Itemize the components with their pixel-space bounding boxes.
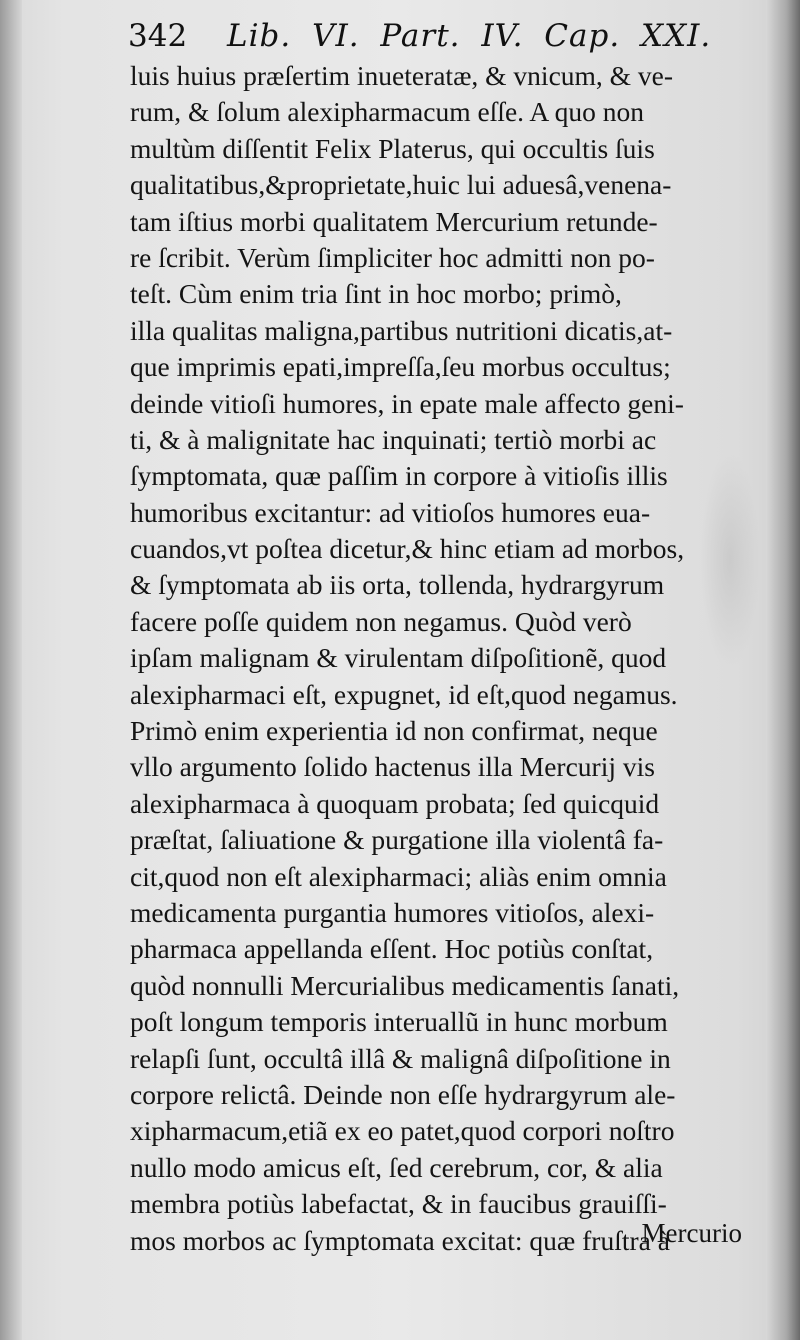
text-line: illa qualitas maligna,partibus nutritioni dicatis,at- (130, 314, 673, 346)
text-line: rum, & ſolum alexipharmacum eſſe. A quo non (130, 96, 645, 128)
text-line: humoribus excitantur: ad vitioſos humores eua- (130, 496, 651, 528)
catchword: Mercurio (641, 1218, 742, 1248)
text-line: alexipharmaca à quoquam probata; ſed quicquid (130, 787, 660, 819)
text-line: quòd nonnulli Mercurialibus medicamentis ſanati, (130, 969, 680, 1001)
text-line: alexipharmaci eſt, expugnet, id eſt,quod negamus. (130, 678, 678, 710)
text-line: membra potiùs labefactat, & in faucibus grauiſſi- (130, 1188, 667, 1220)
text-line: relapſi ſunt, occultâ illâ & malignâ diſpoſitione in (130, 1042, 671, 1074)
text-line: præſtat, ſaliuatione & purgatione illa violentâ fa- (130, 824, 664, 856)
text-line: vllo argumento ſolido hactenus illa Mercurij vis (130, 751, 655, 783)
text-line: poſt longum temporis interuallũ in hunc morbum (130, 1006, 668, 1038)
text-line: luis huius præſertim inueteratæ, & vnicum, & ve- (130, 60, 674, 91)
text-line: cit,quod non eſt alexipharmaci; aliàs enim omnia (130, 860, 667, 892)
text-line: cuandos,vt poſtea dicetur,& hinc etiam ad morbos, (130, 533, 685, 565)
page-gutter-shadow (0, 0, 22, 1340)
text-line: medicamenta purgantia humores vitioſos, alexi- (130, 896, 655, 928)
text-line: pharmaca appellanda eſſent. Hoc potiùs conſtat, (130, 933, 654, 965)
text-line: multùm diſſentit Felix Platerus, qui occultis ſuis (130, 132, 655, 164)
text-line: que imprimis epati,impreſſa,ſeu morbus occultus; (130, 351, 671, 383)
text-line: Primò enim experientia id non confirmat, neque (130, 715, 658, 747)
text-line: xipharmacum,etiã ex eo patet,quod corpori noſtro (130, 1115, 675, 1147)
chapter-heading: Lib. VI. Part. IV. Cap. XXI. (227, 18, 712, 54)
text-line: qualitatibus,&proprietate,huic lui aduesâ,venena- (130, 169, 672, 201)
text-line: corpore relictâ. Deinde non eſſe hydrargyrum ale- (130, 1078, 676, 1110)
page-number: 342 (128, 18, 188, 54)
text-line: teſt. Cùm enim tria ſint in hoc morbo; primò, (130, 278, 622, 310)
body-text (130, 58, 748, 1259)
page-edge-shadow (766, 0, 800, 1340)
text-line: & ſymptomata ab iis orta, tollenda, hydrargyrum (130, 569, 665, 601)
running-head (128, 16, 748, 56)
text-line: ſymptomata, quæ paſſim in corpore à vitioſis illis (130, 460, 668, 492)
text-line: ti, & à malignitate hac inquinati; tertiò morbi ac (130, 423, 657, 455)
text-line: re ſcribit. Verùm ſimpliciter hoc admitti non po- (130, 241, 655, 273)
text-line: nullo modo amicus eſt, ſed cerebrum, cor, & alia (130, 1151, 663, 1183)
text-line: deinde vitioſi humores, in epate male affecto geni- (130, 387, 684, 419)
text-line: facere poſſe quidem non negamus. Quòd verò (130, 605, 632, 637)
text-line: tam iſtius morbi qualitatem Mercurium retunde- (130, 205, 658, 237)
text-line: mos morbos ac ſymptomata excitat: quæ fruſtra à (130, 1224, 670, 1256)
text-line: ipſam malignam & virulentam diſpoſitionẽ, quod (130, 642, 667, 674)
